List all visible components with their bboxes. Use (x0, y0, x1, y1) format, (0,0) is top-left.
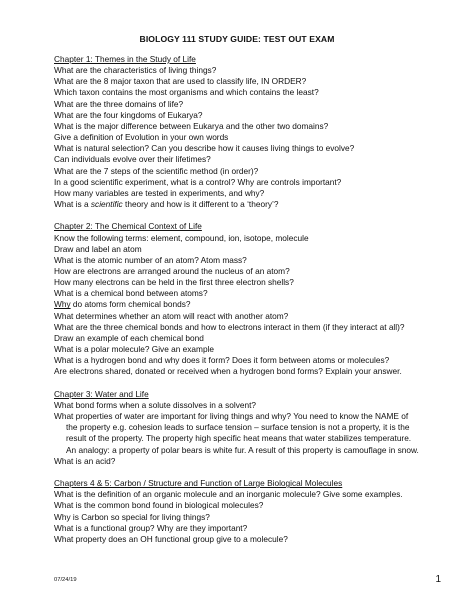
question-line: Know the following terms: element, compound, ion, isotope, molecule (54, 232, 309, 243)
underlined-word: Why (54, 299, 71, 310)
document-title: BIOLOGY 111 STUDY GUIDE: TEST OUT EXAM (139, 34, 335, 44)
question-line: Draw an example of each chemical bond (54, 332, 204, 343)
question-line: What is a hydrogen bond and why does it form? Does it form between atoms or molecules? (54, 355, 390, 366)
question-line: Give a definition of Evolution in your own words (54, 132, 229, 143)
question-line: What are the characteristics of living things? (54, 65, 217, 76)
section-heading: Chapter 1: Themes in the Study of Life (54, 54, 196, 64)
question-line: What is a chemical bond between atoms? (54, 288, 208, 299)
question-line: What is natural selection? Can you describe how it causes living things to evolve? (54, 143, 355, 154)
question-line: What bond forms when a solute dissolves in a solvent? (54, 399, 256, 410)
line-text: theory and how is it different to a ‘theory’? (122, 199, 279, 210)
question-line: What property does an OH functional group give to a molecule? (54, 533, 288, 544)
question-line: What are the three domains of life? (54, 98, 184, 109)
question-line: Which taxon contains the most organisms and which contains the least? (54, 87, 319, 98)
line-text: do atoms form chemical bonds? (70, 299, 191, 310)
section-chapter-3 (54, 389, 454, 467)
question-line: What is a polar molecule? Give an example (54, 344, 215, 355)
question-line: Draw and label an atom (54, 243, 142, 254)
question-line: What are the four kingdoms of Eukarya? (54, 109, 203, 120)
question-line: What is an acid? (54, 455, 116, 466)
line-text: What is a (54, 199, 91, 210)
question-line: What is the common bond found in biological molecules? (54, 500, 264, 511)
section-heading: Chapters 4 & 5: Carbon / Structure and Function of Large Biological Molecules (54, 478, 343, 489)
question-line: What are the 7 steps of the scientific method (in order)? (54, 165, 259, 176)
page-number: 1 (435, 574, 441, 585)
question-line: Why is Carbon so special for living things? (54, 511, 210, 522)
question-line: What is a functional group? Why are they important? (54, 522, 248, 533)
question-line: What determines whether an atom will react with another atom? (54, 310, 289, 321)
section-chapter-1 (54, 54, 454, 210)
question-line: What is the atomic number of an atom? Atom mass? (54, 254, 247, 265)
question-line: What is the major difference between Eukarya and the other two domains? (54, 120, 329, 131)
question-line: What is the definition of an organic molecule and an inorganic molecule? Give some examples. (54, 489, 403, 500)
document-body (54, 54, 454, 556)
section-heading: Chapter 2: The Chemical Context of Life (54, 221, 202, 232)
section-heading: Chapter 3: Water and Life (54, 388, 149, 399)
paragraph-line: result of the property. The property high specific heat means that water stabilizes temperature. (66, 433, 412, 444)
paragraph-line: the property e.g. cohesion leads to surface tension – surface tension is not a property, it is the (66, 422, 410, 433)
question-line: How many electrons can be held in the first three electron shells? (54, 277, 294, 288)
paragraph-line: What properties of water are important for living things and why? You need to know the NAME of (54, 411, 409, 422)
question-line: How many variables are tested in experiments, and why? (54, 187, 265, 198)
question-line-scientific-theory (54, 199, 454, 210)
question-line-why-bonds (54, 299, 454, 310)
paragraph-line: An analogy: a property of polar bears is white fur. A result of this property is camouflage in snow. (66, 444, 419, 455)
italic-word: scientific (90, 199, 123, 210)
question-line: What are the 8 major taxon that are used to classify life, IN ORDER? (54, 76, 307, 87)
section-chapters-4-5 (54, 478, 454, 545)
question-line: What are the three chemical bonds and how to electrons interact in them (if they interact at all)? (54, 321, 405, 332)
question-line: In a good scientific experiment, what is a control? Why are controls important? (54, 176, 342, 187)
question-line: Can individuals evolve over their lifetimes? (54, 154, 211, 165)
section-chapter-2 (54, 221, 454, 377)
footer-date: 07/24/19 (54, 577, 77, 583)
question-line: Are electrons shared, donated or received when a hydrogen bond forms? Explain your answer. (54, 366, 402, 377)
question-line: How are electrons are arranged around the nucleus of an atom? (54, 266, 290, 276)
